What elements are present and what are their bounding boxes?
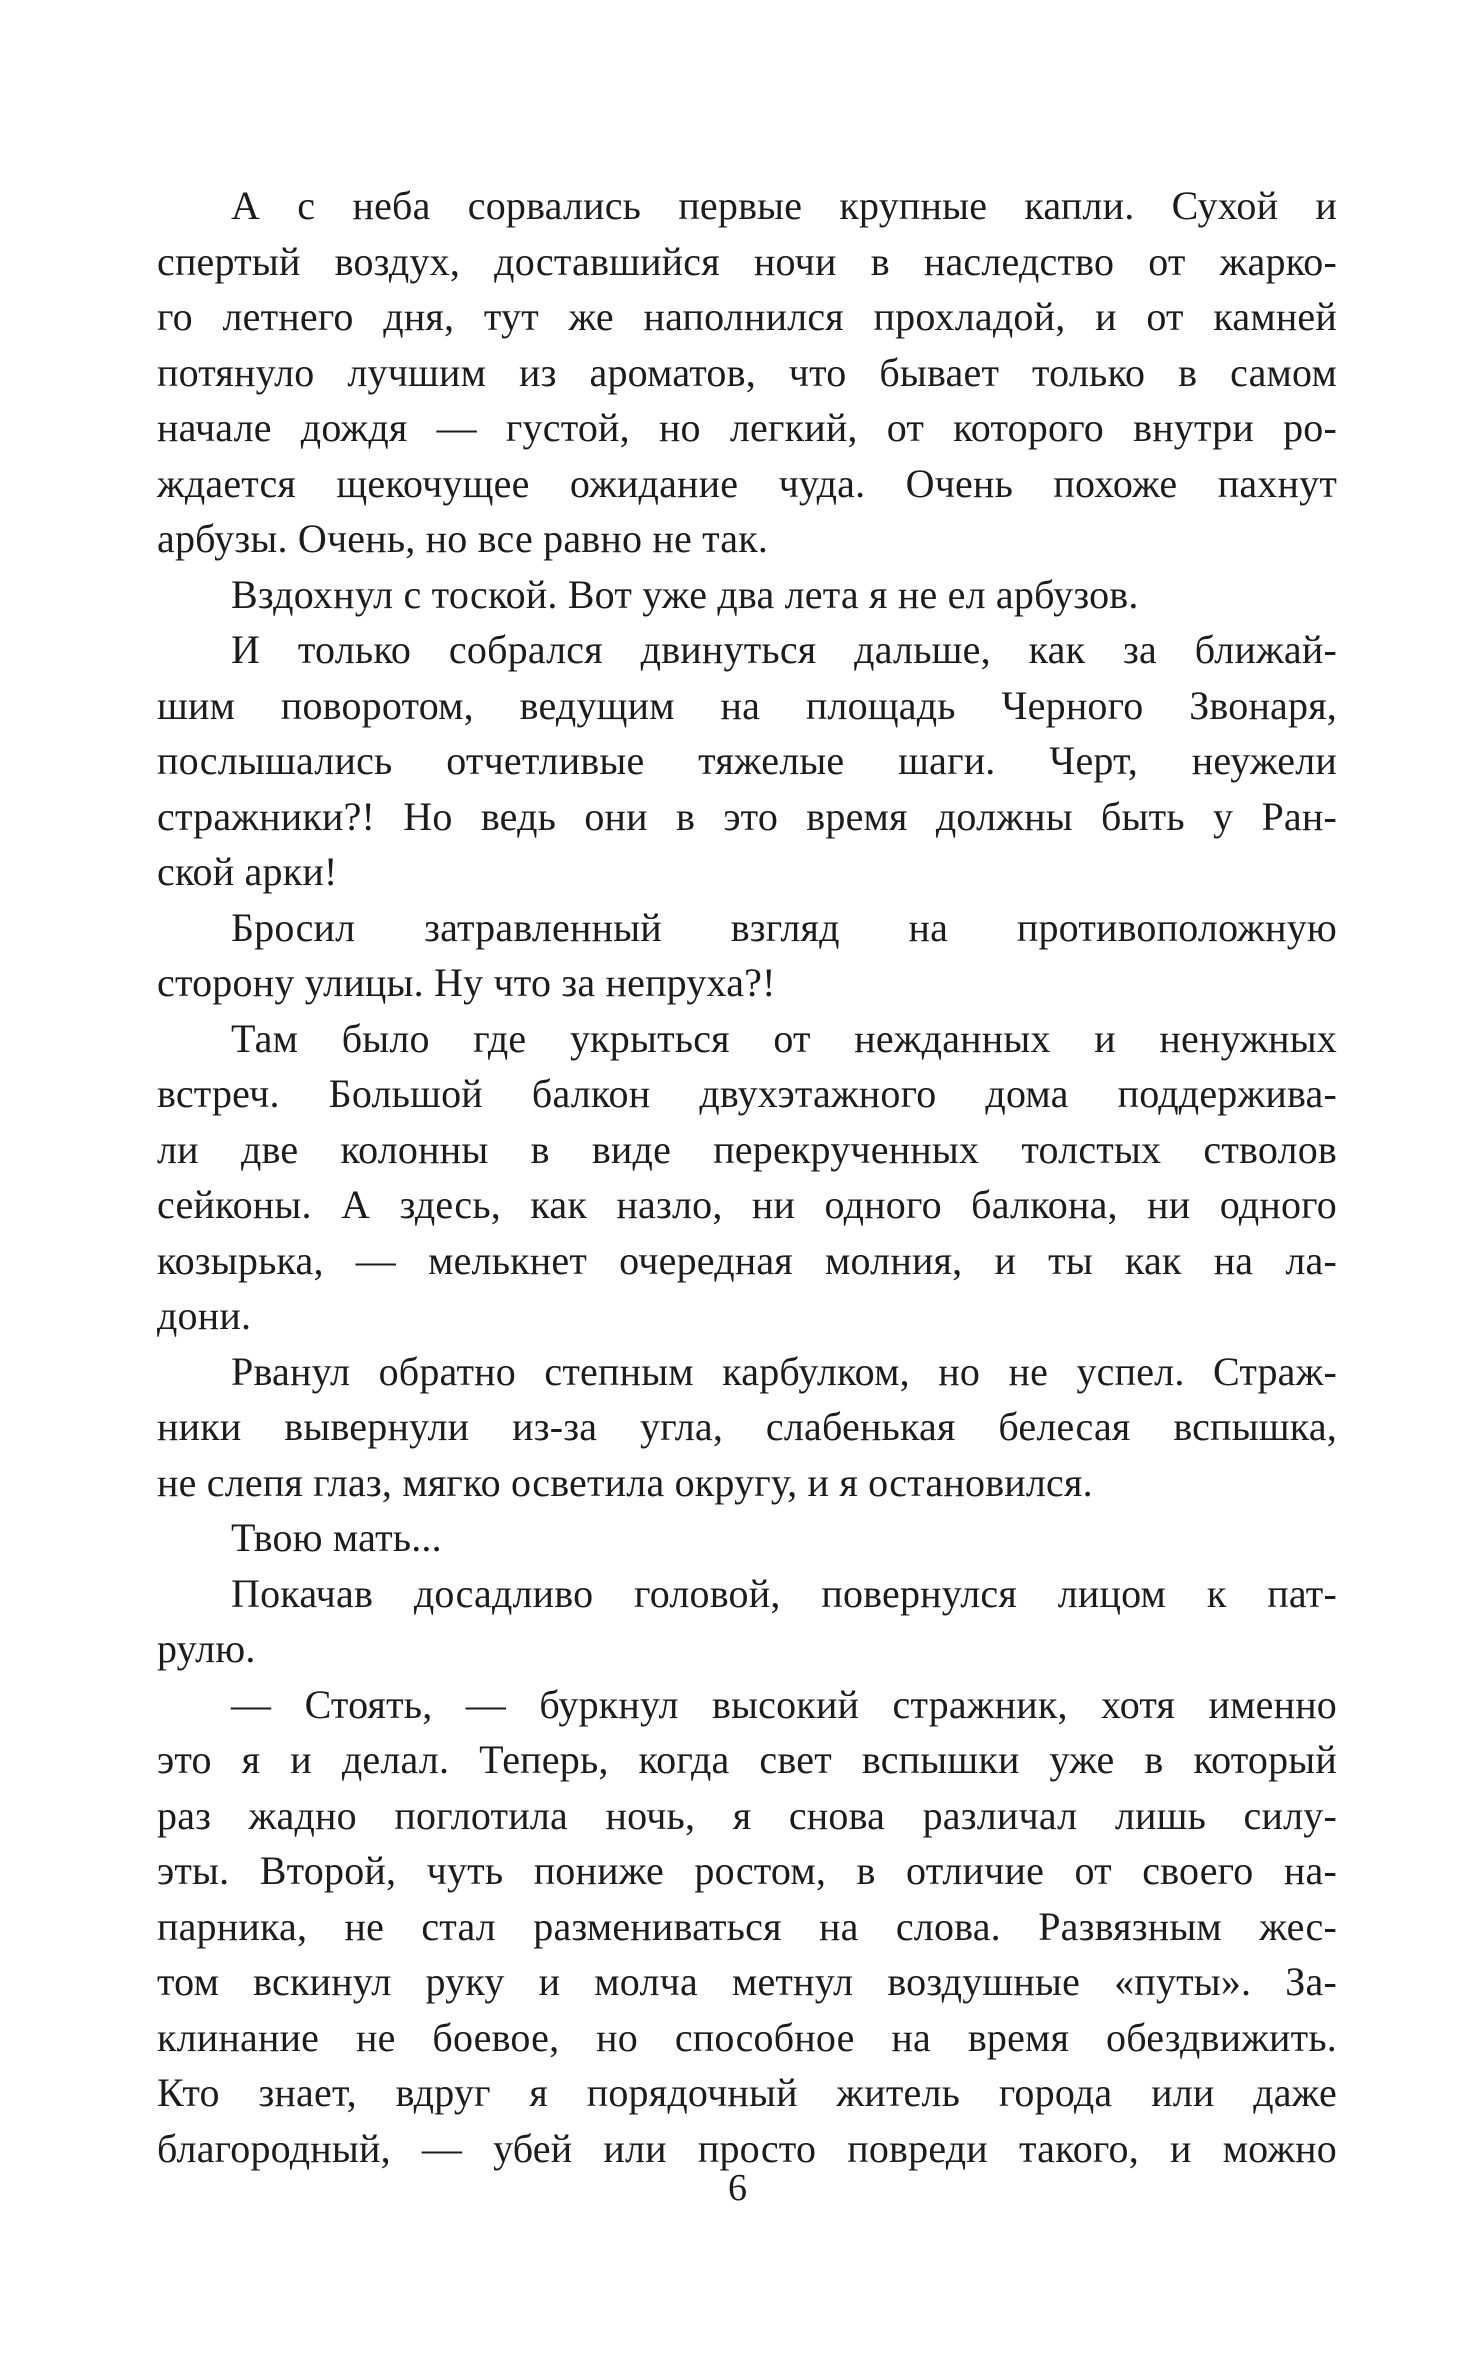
text-line: — Стоять, — буркнул высокий стражник, хотя именно xyxy=(231,1681,1337,1727)
text-line: том вскинул руку и молча метнул воздушные «путы». За- xyxy=(157,1959,1337,2004)
text-line: Твою мать... xyxy=(231,1515,442,1560)
text-line: Покачав досадливо головой, повернулся лицом к пат- xyxy=(231,1570,1337,1616)
text-line: арбузы. Очень, но все равно не так. xyxy=(157,516,769,561)
text-line: Вздохнул с тоской. Вот уже два лета я не ел арбузов. xyxy=(231,571,1139,617)
text-line: послышались отчетливые тяжелые шаги. Черт, неужели xyxy=(157,738,1337,783)
text-line: ждается щекочущее ожидание чуда. Очень похоже пахнут xyxy=(157,460,1337,506)
text-line: Рванул обратно степным карбулком, но не успел. Страж- xyxy=(231,1348,1337,1394)
text-line: сейконы. А здесь, как назло, ни одного балкона, ни одного xyxy=(157,1182,1337,1227)
text-line: спертый воздух, доставшийся ночи в наследство от жарко- xyxy=(157,238,1337,284)
text-line: встреч. Большой балкон двухэтажного дома поддержива- xyxy=(157,1071,1337,1116)
text-line: И только собрался двинуться дальше, как за ближай- xyxy=(231,627,1337,672)
text-line: эты. Второй, чуть пониже ростом, в отличие от своего на- xyxy=(157,1848,1337,1893)
text-line: го летнего дня, тут же наполнился прохладой, и от камней xyxy=(157,294,1337,339)
text-line: рулю. xyxy=(157,1626,256,1671)
text-line: не слепя глаз, мягко осветила округу, и я остановился. xyxy=(157,1459,1093,1505)
text-line: благородный, — убей или просто повреди такого, и можно xyxy=(157,2125,1337,2171)
body-text xyxy=(157,178,1337,2176)
page-number: 6 xyxy=(728,2167,747,2209)
text-line: дони. xyxy=(157,1293,252,1338)
text-line: ли две колонны в виде перекрученных толстых стволов xyxy=(157,1126,1337,1172)
text-line: начале дождя — густой, но легкий, от которого внутри ро- xyxy=(157,405,1337,450)
text-line: клинание не боевое, но способное на время обездвижить. xyxy=(157,2014,1337,2060)
text-line: ской арки! xyxy=(157,849,338,894)
text-line: Там было где укрыться от нежданных и ненужных xyxy=(231,1015,1337,1061)
text-line: козырька, — мелькнет очередная молния, и ты как на ла- xyxy=(157,1237,1337,1283)
text-line: А с неба сорвались первые крупные капли. Сухой и xyxy=(231,183,1337,228)
text-line: ники вывернули из-за угла, слабенькая белесая вспышка, xyxy=(157,1404,1337,1449)
text-line: потянуло лучшим из ароматов, что бывает только в самом xyxy=(157,349,1337,395)
text-line: Кто знает, вдруг я порядочный житель города или даже xyxy=(157,2070,1337,2115)
text-line: это я и делал. Теперь, когда свет вспышки уже в который xyxy=(157,1737,1337,1782)
text-line: стражники?! Но ведь они в это время должны быть у Ран- xyxy=(157,793,1337,839)
text-line: Бросил затравленный взгляд на противоположную xyxy=(231,904,1337,950)
text-line: парника, не стал размениваться на слова. Развязным жес- xyxy=(157,1903,1337,1949)
text-line: раз жадно поглотила ночь, я снова различал лишь силу- xyxy=(157,1792,1337,1838)
text-line: сторону улицы. Ну что за непруха?! xyxy=(157,960,776,1005)
text-line: шим поворотом, ведущим на площадь Черного Звонаря, xyxy=(157,682,1337,728)
